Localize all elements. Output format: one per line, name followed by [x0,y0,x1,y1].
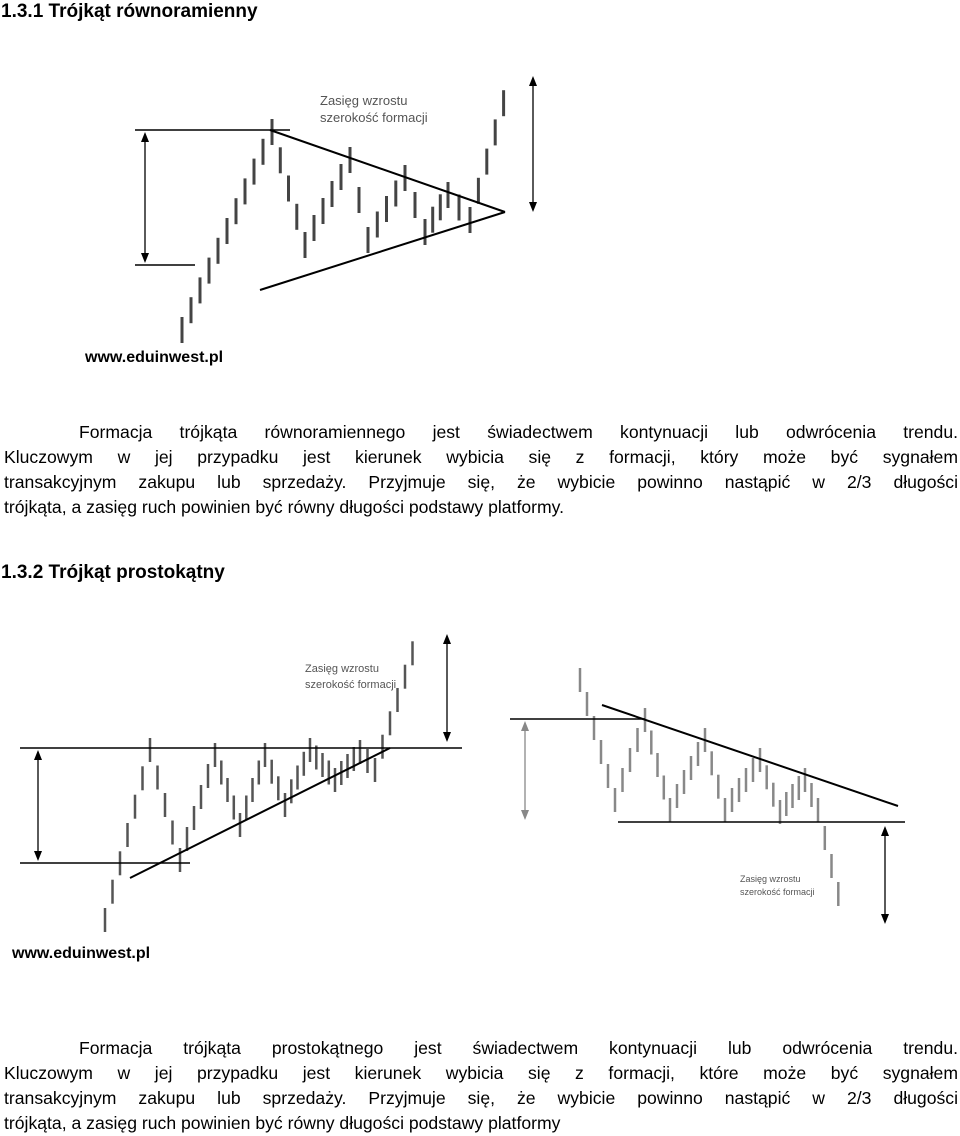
paragraph-line: trójkąta, a zasięg ruch powinien być równy długości podstawy platformy. [4,497,565,517]
paragraph-line: transakcyjnym zakupu lub sprzedaży. Przyjmuje się, że wybicie powinno nastąpić w 2/3 długości [4,1088,958,1108]
ascending-triangle-figure [0,620,480,970]
figure-annotation-line2: szerokość formacji [320,110,428,125]
paragraph-line: Kluczowym w jej przypadku jest kierunek wybicia się z formacji, który może być sygnałem [4,447,958,467]
paragraph-line: Formacja trójkąta równoramiennego jest świadectwem kontynuacji lub odwrócenia trendu. [79,422,958,442]
section-heading-symmetrical-triangle: 1.3.1 Trójkąt równoramienny [1,1,258,22]
symmetrical-triangle-figure [0,60,960,370]
paragraph-line: transakcyjnym zakupu lub sprzedaży. Przyjmuje się, że wybicie powinno nastąpić w 2/3 długości [4,472,958,492]
paragraph-line: trójkąta, a zasięg ruch powinien być równy długości podstawy platformy [4,1113,561,1133]
figure-annotation-line1: Zasięg wzrostu [320,93,408,108]
descending-triangle-figure [500,660,920,940]
paragraph-line: Kluczowym w jej przypadku jest kierunek wybicia się z formacji, które może być sygnałem [4,1063,958,1083]
section-heading-right-triangle: 1.3.2 Trójkąt prostokątny [1,562,225,583]
paragraph-symmetrical-triangle [4,420,958,520]
figure-annotation-line1: Zasięg wzrostu [305,663,379,675]
price-bars [580,668,838,906]
watermark: www.eduinwest.pl [12,945,151,962]
paragraph-line: Formacja trójkąta prostokątnego jest świadectwem kontynuacji lub odwrócenia trendu. [79,1038,958,1058]
figure-annotation-line2: szerokość formacji [305,679,397,691]
price-bars [182,90,504,343]
figure-annotation-line2: szerokość formacji [740,887,815,897]
falling-trendline [602,705,898,806]
watermark: www.eduinwest.pl [85,349,224,366]
paragraph-right-triangle [4,1036,958,1136]
figure-annotation-line1: Zasięg wzrostu [740,874,801,884]
